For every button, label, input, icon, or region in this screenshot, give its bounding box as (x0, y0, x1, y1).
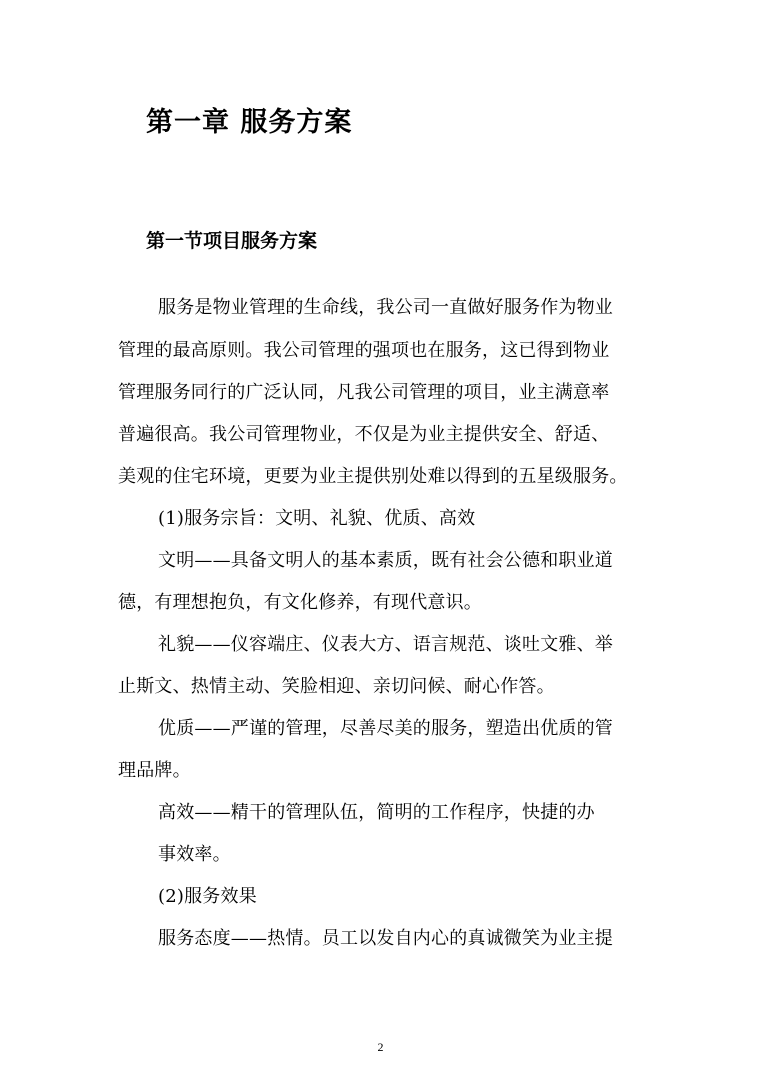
paragraph-line: 优质——严谨的管理，尽善尽美的服务，塑造出优质的管 (158, 718, 613, 739)
paragraph-line: 高效——精干的管理队伍，简明的工作程序，快捷的办 (158, 802, 595, 823)
paragraph-line: (2)服务效果 (158, 886, 257, 907)
paragraph-line: 服务是物业管理的生命线，我公司一直做好服务作为物业 (158, 297, 613, 318)
paragraph-line: 理品牌。 (118, 760, 191, 781)
paragraph-line: 美观的住宅环境，更要为业主提供别处难以得到的五星级服务。 (118, 466, 628, 487)
paragraph-line: 服务态度——热情。员工以发自内心的真诚微笑为业主提 (158, 928, 613, 949)
paragraph-line: 德，有理想抱负，有文化修养，有现代意识。 (118, 592, 482, 613)
page-number: 2 (377, 1040, 384, 1054)
paragraph-line: 普遍很高。我公司管理物业，不仅是为业主提供安全、舒适、 (118, 424, 610, 445)
chapter-title: 第一章 服务方案 (146, 107, 353, 138)
paragraph-line: 管理服务同行的广泛认同，凡我公司管理的项目，业主满意率 (118, 382, 610, 403)
paragraph-line: 文明——具备文明人的基本素质，既有社会公德和职业道 (158, 550, 613, 571)
paragraph-line: 礼貌——仪容端庄、仪表大方、语言规范、谈吐文雅、举 (158, 634, 613, 655)
paragraph-line: 管理的最高原则。我公司管理的强项也在服务，这已得到物业 (118, 340, 610, 361)
section-title: 第一节项目服务方案 (146, 230, 318, 252)
paragraph-line: 止斯文、热情主动、笑脸相迎、亲切问候、耐心作答。 (118, 676, 555, 697)
paragraph-line: 事效率。 (158, 844, 231, 865)
paragraph-line: (1)服务宗旨：文明、礼貌、优质、高效 (158, 508, 476, 529)
